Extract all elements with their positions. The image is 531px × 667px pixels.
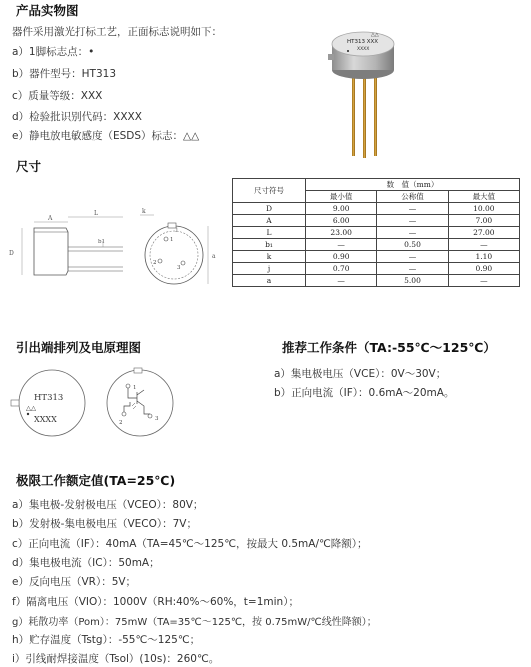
row-nom: —: [377, 263, 448, 275]
row-min: 23.00: [306, 227, 377, 239]
row-min: —: [306, 275, 377, 287]
row-max: —: [448, 239, 519, 251]
row-nom: —: [377, 251, 448, 263]
product-photo: [325, 18, 405, 160]
limits-title: 极限工作额定值(TA=25℃): [16, 473, 176, 488]
row-symbol: j: [233, 263, 306, 275]
limits-item-c: c）正向电流（IF）：40mA（TA=45℃～125℃，按最大 0.5mA/℃降额）；: [12, 538, 368, 550]
circuit-pin-3: 3: [155, 416, 159, 422]
circuit-pin-1: 1: [133, 385, 137, 391]
recommended-item-b: b）正向电流（IF）：0.6mA～20mA。: [274, 387, 455, 399]
dimensions-table: [232, 178, 520, 287]
row-max: 0.90: [448, 263, 519, 275]
circuit-pin-2: 2: [119, 420, 123, 426]
photo-model-mark: HT313 XXX: [347, 39, 379, 45]
row-symbol: a: [233, 275, 306, 287]
row-min: 6.00: [306, 215, 377, 227]
product-intro: 器件采用激光打标工艺，正面标志说明如下：: [12, 26, 222, 38]
row-min: 9.00: [306, 203, 377, 215]
table-row: [233, 263, 520, 275]
side-view-drawing: [8, 205, 128, 285]
product-item-c: c）质量等级：XXX: [12, 90, 103, 102]
row-max: 10.00: [448, 203, 519, 215]
row-symbol: b₁: [233, 239, 306, 251]
limits-item-i: i）引线耐焊接温度（Tsol）(10s)：260℃。: [12, 653, 220, 665]
product-item-a: a）1脚标志点：•: [12, 46, 95, 58]
photo-esds-mark: △△: [371, 32, 379, 38]
row-nom: —: [377, 227, 448, 239]
dim-label-b1: b1: [98, 239, 106, 245]
chip-code-text: XXXX: [34, 415, 57, 424]
table-row: [233, 251, 520, 263]
chip-esds-text: △△: [26, 404, 36, 412]
row-min: 0.70: [306, 263, 377, 275]
row-symbol: A: [233, 215, 306, 227]
dim-label-j: j: [176, 227, 178, 233]
bottom-pin-2: 2: [153, 260, 157, 266]
row-max: 1.10: [448, 251, 519, 263]
table-row: [233, 203, 520, 215]
bottom-pin-3: 3: [177, 265, 181, 271]
limits-item-g: g）耗散功率（Pom）：75mW（TA=35℃～125℃，按 0.75mW/℃线性降额）；: [12, 617, 377, 628]
row-max: —: [448, 275, 519, 287]
chip-model-text: HT313: [34, 393, 64, 403]
pinout-title: 引出端排列及电原理图: [16, 340, 142, 355]
table-subheader-nom: 公称值: [377, 191, 448, 203]
table-row: [233, 275, 520, 287]
recommended-title: 推荐工作条件（TA:-55℃～125℃）: [282, 340, 496, 355]
limits-item-d: d）集电极电流（IC）：50mA；: [12, 557, 160, 569]
limits-item-a: a）集电极-发射极电压（VCEO）：80V；: [12, 499, 204, 511]
row-min: —: [306, 239, 377, 251]
limits-item-b: b）发射极-集电极电压（VECO）：7V；: [12, 518, 197, 530]
row-nom: 5.00: [377, 275, 448, 287]
limits-item-h: h）贮存温度（Tstg）：-55℃～125℃；: [12, 634, 201, 646]
dim-label-D: D: [9, 250, 14, 257]
dim-label-L: L: [94, 210, 98, 217]
table-subheader-min: 最小值: [306, 191, 377, 203]
dim-label-A: A: [48, 215, 53, 222]
row-nom: —: [377, 215, 448, 227]
row-symbol: k: [233, 251, 306, 263]
table-subheader-max: 最大值: [448, 191, 519, 203]
row-min: 0.90: [306, 251, 377, 263]
product-item-b: b）器件型号：HT313: [12, 68, 117, 80]
table-header-symbol: 尺寸符号: [233, 179, 306, 203]
limits-item-f: f）隔离电压（VIO）：1000V（RH:40%～60%，t=1min）；: [12, 596, 299, 608]
row-max: 7.00: [448, 215, 519, 227]
recommended-item-a: a）集电极电压（VCE）：0V～30V；: [274, 368, 447, 380]
bottom-view-drawing: [132, 205, 222, 289]
dimensions-title: 尺寸: [16, 159, 42, 174]
limits-item-e: e）反向电压（VR）：5V；: [12, 576, 137, 588]
product-item-e: e）静电放电敏感度（ESDS）标志：△△: [12, 130, 200, 142]
row-nom: 0.50: [377, 239, 448, 251]
product-photo-title: 产品实物图: [16, 3, 79, 18]
chip-top-view: [8, 366, 98, 440]
dim-label-k: k: [142, 208, 146, 215]
table-row: [233, 215, 520, 227]
photo-code-mark: XXXX: [357, 47, 370, 52]
bottom-pin-1: 1: [170, 237, 174, 243]
row-max: 27.00: [448, 227, 519, 239]
table-row: [233, 227, 520, 239]
table-header-value: 数 值（mm）: [306, 179, 520, 191]
circuit-diagram: [104, 364, 176, 442]
table-row: [233, 239, 520, 251]
dim-label-a: a: [212, 253, 216, 260]
row-symbol: L: [233, 227, 306, 239]
product-item-d: d）检验批识别代码：XXXX: [12, 111, 142, 123]
row-symbol: D: [233, 203, 306, 215]
row-nom: —: [377, 203, 448, 215]
